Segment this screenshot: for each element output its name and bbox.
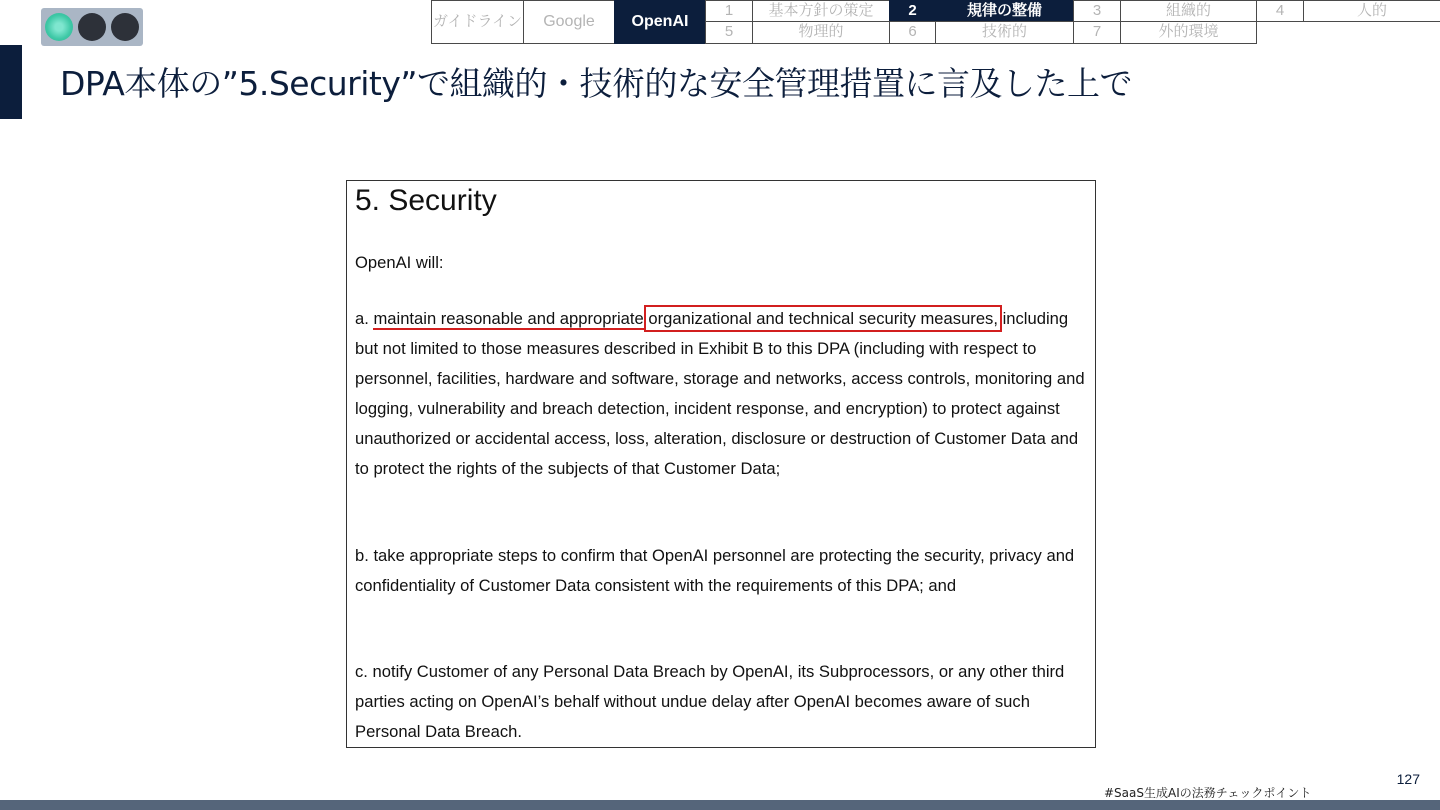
title-accent-bar — [0, 45, 22, 119]
clause-a-prefix: a. — [355, 309, 374, 328]
clause-b: b. take appropriate steps to confirm that OpenAI personnel are protecting the security, privacy and confidentiality of Customer Data consistent with the requirements of this DPA; and — [355, 546, 1075, 595]
chapter-num-1[interactable]: 1 — [705, 0, 753, 22]
chapter-label-4[interactable]: 人的 — [1303, 0, 1440, 22]
chapter-num-4[interactable]: 4 — [1256, 0, 1304, 22]
chapter-num-7[interactable]: 7 — [1073, 21, 1121, 44]
chapter-label-5[interactable]: 物理的 — [752, 21, 890, 44]
section-navigation — [0, 0, 1440, 44]
page-title: DPA本体の”5.Security”で組織的・技術的な安全管理措置に言及した上で — [60, 64, 1132, 103]
chapter-label-2[interactable]: 規律の整備 — [935, 0, 1074, 22]
chapter-num-2[interactable]: 2 — [889, 0, 936, 22]
chapter-num-5[interactable]: 5 — [705, 21, 753, 44]
dpa-excerpt — [346, 180, 1096, 748]
footer-bar — [0, 800, 1440, 810]
clause-a — [355, 304, 1095, 484]
hashtag-footer: #SaaS生成AIの法務チェックポイント — [1104, 786, 1312, 800]
underlined-phrase: maintain reasonable and appropriate — [373, 309, 644, 328]
tab-openai[interactable]: OpenAI — [614, 0, 706, 44]
chapter-num-6[interactable]: 6 — [889, 21, 936, 44]
document-heading: 5. Security — [355, 184, 497, 217]
chapter-label-6[interactable]: 技術的 — [935, 21, 1074, 44]
chapter-label-1[interactable]: 基本方針の策定 — [752, 0, 890, 22]
chapter-label-7[interactable]: 外的環境 — [1120, 21, 1257, 44]
tab-guideline[interactable]: ガイドライン — [431, 0, 524, 44]
boxed-phrase: organizational and technical security measures, — [648, 309, 998, 328]
page-number: 127 — [1396, 771, 1420, 787]
clause-c: c. notify Customer of any Personal Data Breach by OpenAI, its Subprocessors, or any other third parties acting on OpenAI’s behalf without undue delay after OpenAI becomes aware of such Personal Data Breach. — [355, 662, 1065, 741]
chapter-label-3[interactable]: 組織的 — [1120, 0, 1257, 22]
clause-a-rest: including but not limited to those measures described in Exhibit B to this DPA (including with respect to personnel, facilities, hardware and software, storage and networks, access controls, monitoring and logging, vulnerability and breach detection, incident response, and encryption) to protect against unauthorized or accidental access, loss, alteration, disclosure or destruction of Customer Data and to protect the rights of the subjects of that Customer Data; — [355, 309, 1085, 478]
chapter-num-3[interactable]: 3 — [1073, 0, 1121, 22]
intro-paragraph: OpenAI will: — [355, 253, 444, 272]
tab-google[interactable]: Google — [523, 0, 615, 44]
